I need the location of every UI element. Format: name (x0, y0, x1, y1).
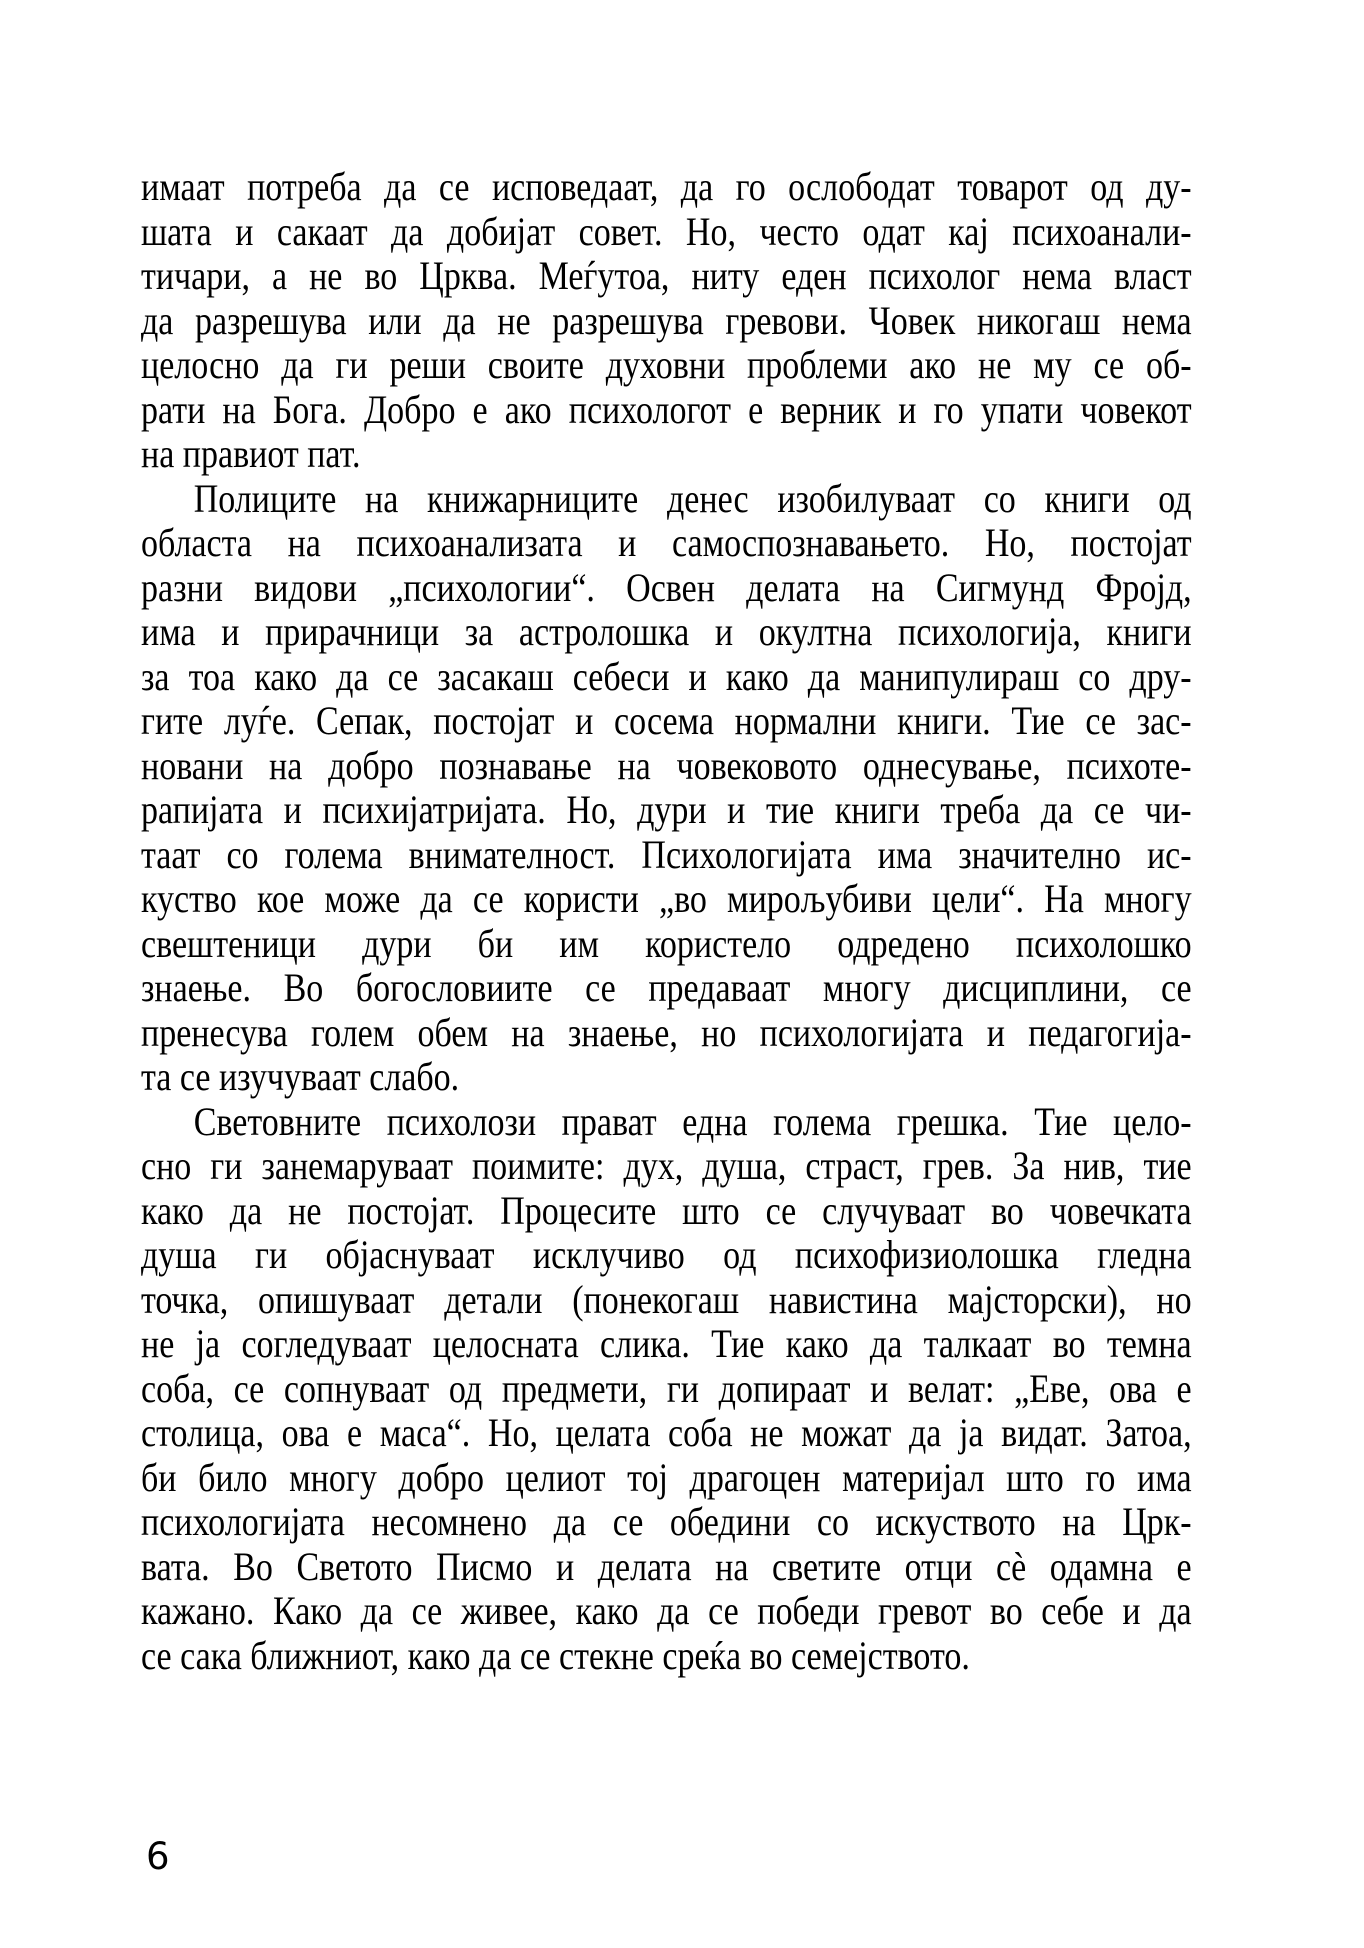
text-line: на правиот пат. (141, 431, 361, 476)
text-line: пренесува голем обем на знаење, но психологијата и педагогија- (141, 1009, 1192, 1055)
page-text (141, 165, 1192, 1678)
text-line: столица, ова е маса“. Но, целата соба не можат да ја видат. Затоа, (141, 1410, 1192, 1455)
text-line: рапијата и психијатријата. Но, дури и тие книги треба да се чи- (141, 787, 1192, 832)
text-line: сно ги занемаруваат поимите: дух, душа, страст, грев. За нив, тие (141, 1143, 1192, 1188)
text-line: таат со голема внимателност. Психологијата има значително ис- (141, 831, 1192, 877)
text-line: би било многу добро целиот тој драгоцен материјал што го има (141, 1454, 1192, 1500)
text-line: знаење. Во богословиите се предаваат многу дисциплини, се (141, 965, 1192, 1010)
paragraph (141, 1100, 1192, 1679)
text-line: душа ги објаснуваат исклучиво од психофизиолошка гледна (141, 1232, 1192, 1277)
text-line: психологијата несомнено да се обедини со искуството на Црк- (141, 1499, 1192, 1544)
text-line: свештеници дури би им користело одредено психолошко (141, 920, 1192, 966)
text-line: гите луѓе. Сепак, постојат и сосема нормални книги. Тие се зас- (141, 698, 1192, 743)
text-line: куство кое може да се користи „во мирољубиви цели“. На многу (141, 876, 1192, 921)
text-line: соба, се сопнуваат од предмети, ги допираат и велат: „Еве, ова е (141, 1365, 1192, 1411)
text-line: имаат потреба да се исповедаат, да го ослободат товарот од ду- (141, 164, 1192, 209)
page-number: 6 (146, 1835, 170, 1878)
paragraph (141, 165, 1192, 477)
text-line: за тоа како да се засакаш себеси и како да манипулираш со дру- (141, 653, 1192, 699)
text-line: тичари, а не во Црква. Меѓутоа, ниту еден психолог нема власт (141, 253, 1192, 298)
text-line: како да не постојат. Процесите што се случуваат во човечката (141, 1187, 1192, 1233)
paragraph (141, 477, 1192, 1100)
text-line: кажано. Како да се живее, како да се победи гревот во себе и да (141, 1588, 1192, 1633)
text-line: новани на добро познавање на човековото однесување, психоте- (141, 742, 1192, 788)
text-line: се сака ближниот, како да се стекне среќа во семејството. (141, 1632, 970, 1678)
text-line: да разрешува или да не разрешува гревови. Човек никогаш нема (141, 297, 1192, 343)
text-line: вата. Во Светото Писмо и делата на светите отци сѐ одамна е (141, 1543, 1192, 1589)
text-line: областа на психоанализата и самоспознавањето. Но, постојат (141, 520, 1192, 565)
text-line: точка, опишуваат детали (понекогаш навистина мајсторски), но (141, 1276, 1192, 1322)
text-line: разни видови „психологии“. Освен делата на Сигмунд Фројд, (141, 564, 1192, 610)
text-line: целосно да ги реши своите духовни проблеми ако не му се об- (141, 342, 1192, 387)
text-line: има и прирачници за астролошка и окултна психологија, книги (141, 609, 1192, 654)
text-line: не ја согледуваат целосната слика. Тие како да талкаат во темна (141, 1321, 1192, 1366)
text-line: шата и сакаат да добијат совет. Но, често одат кај психоанали- (141, 208, 1192, 254)
text-line: рати на Бога. Добро е ако психологот е верник и го упати човекот (141, 386, 1192, 432)
text-line: Световните психолози прават една голема грешка. Тие цело- (193, 1098, 1192, 1144)
text-line: та се изучуваат слабо. (141, 1054, 460, 1099)
text-line: Полиците на книжарниците денес изобилуваат со книги од (193, 475, 1192, 521)
